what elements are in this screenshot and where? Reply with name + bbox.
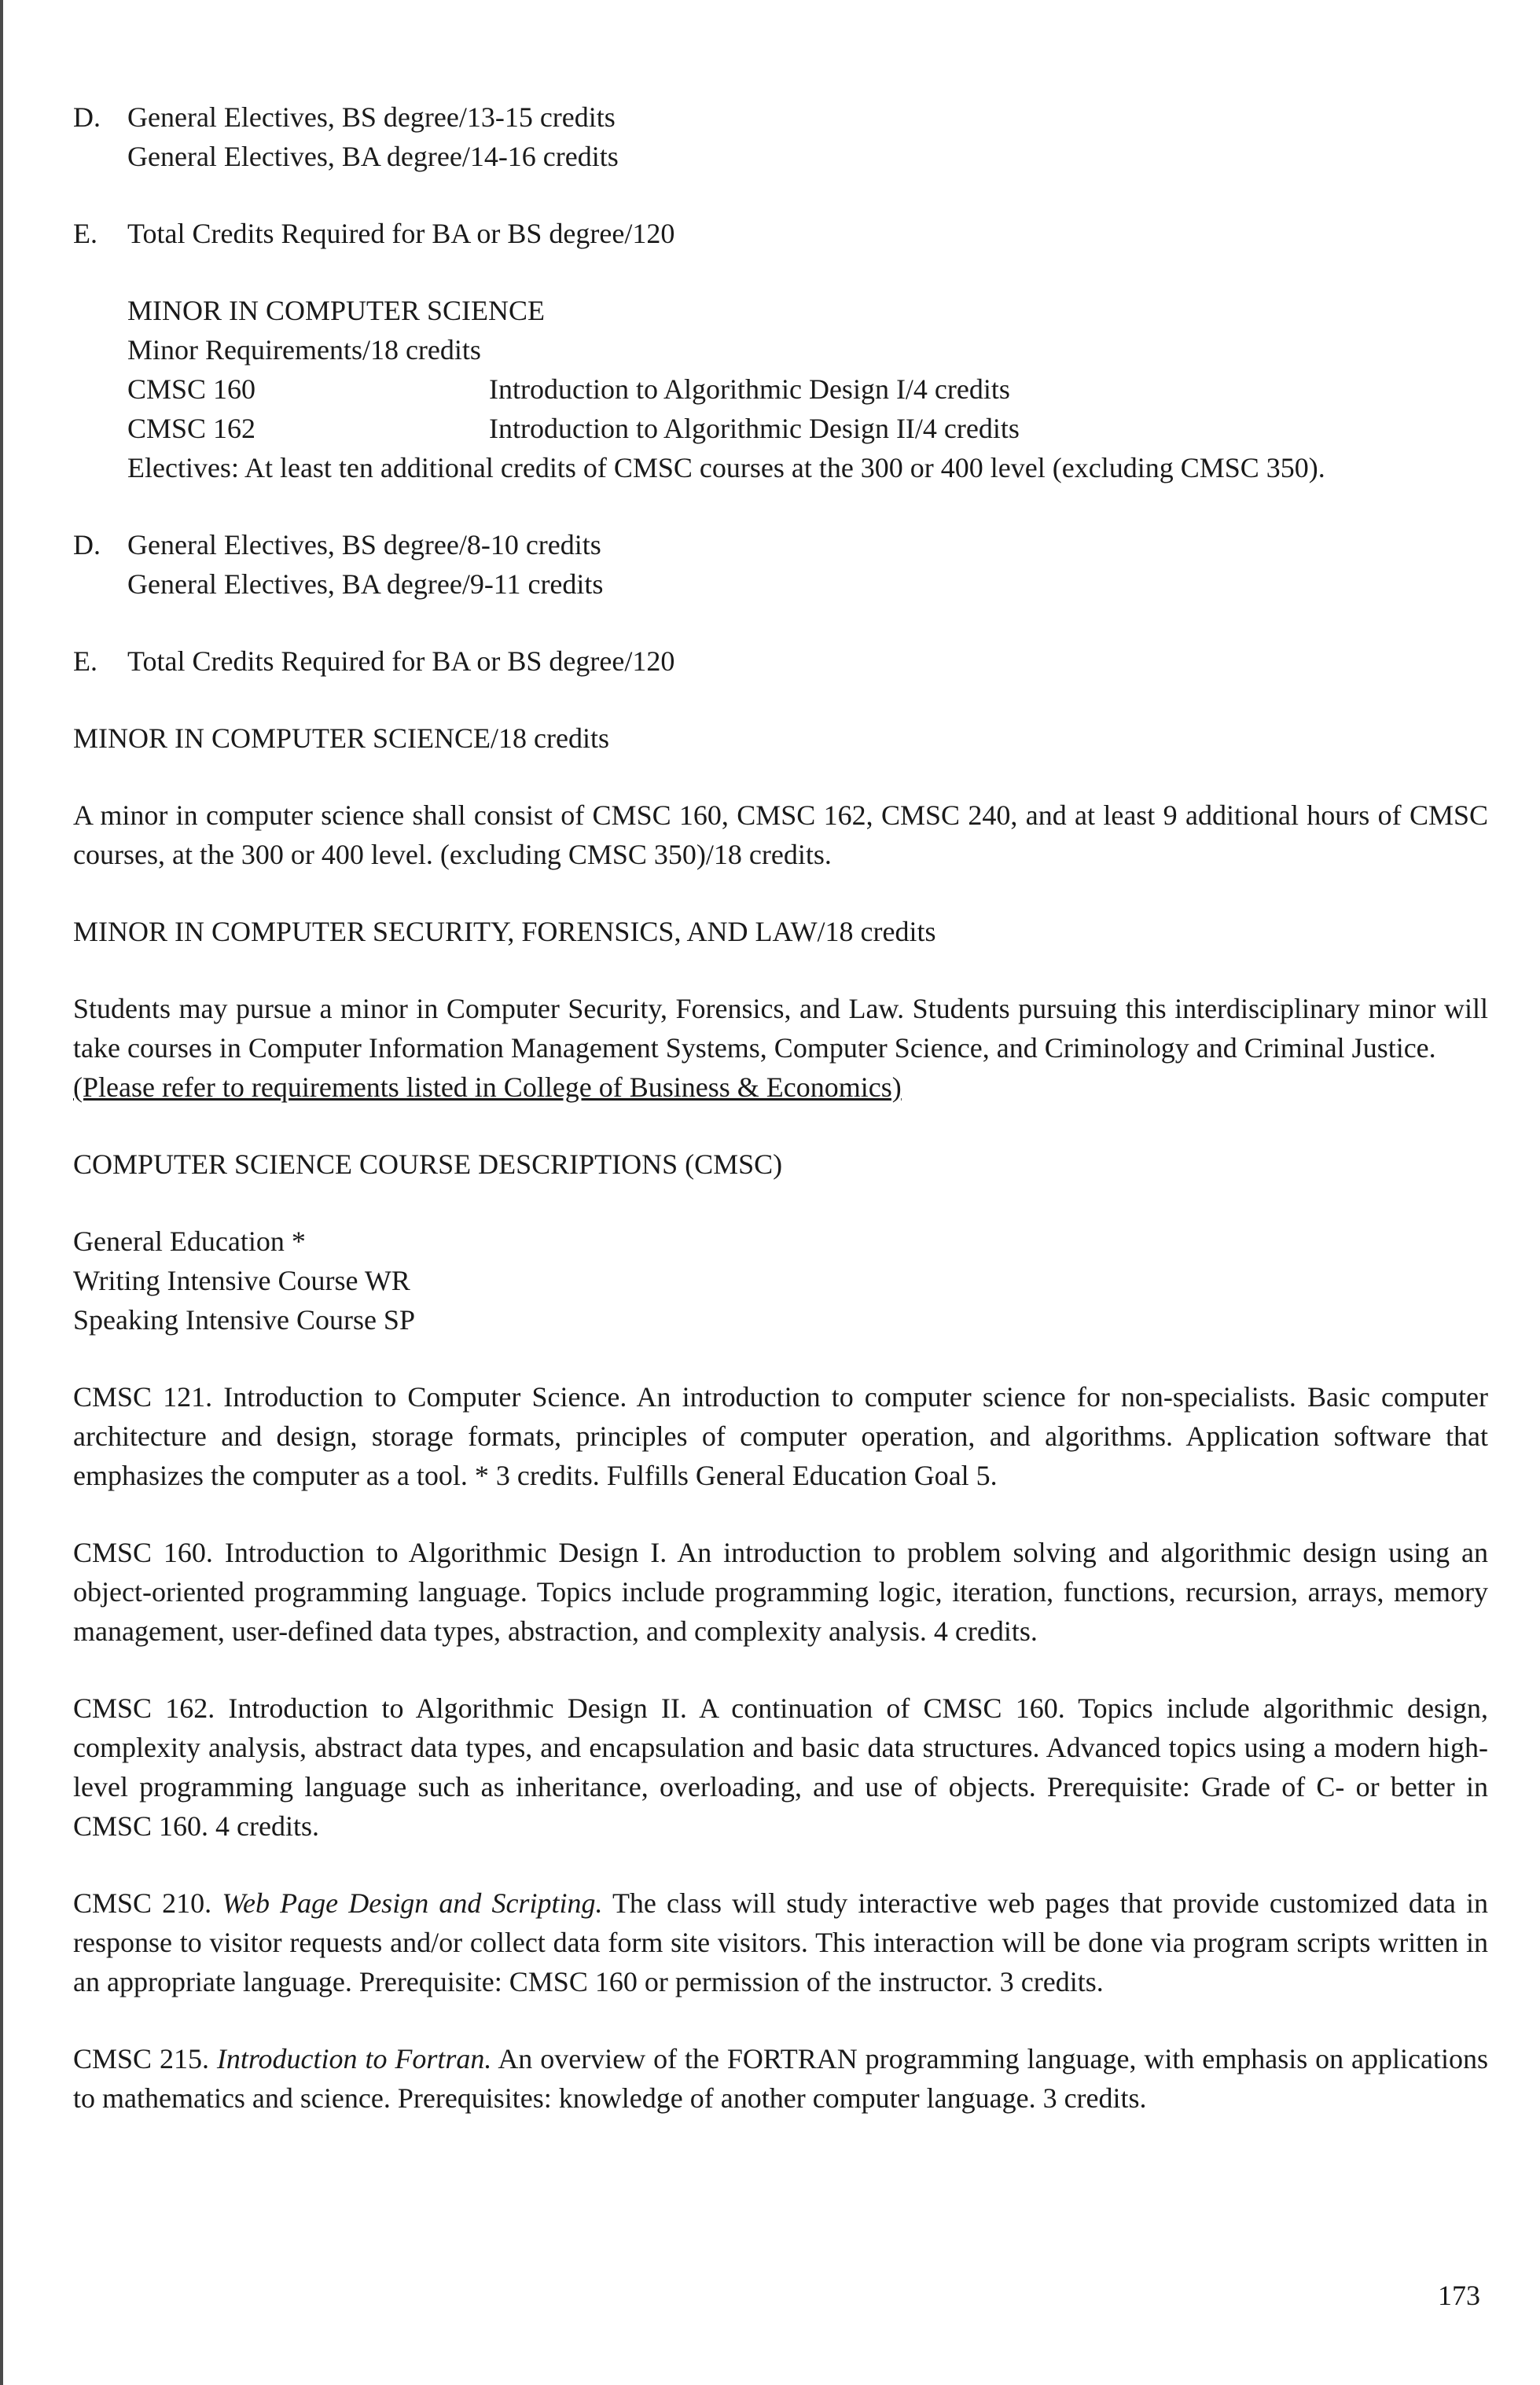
e-letter: E.: [73, 218, 97, 249]
ba-electives-line: General Electives, BA degree/14-16 credits: [127, 141, 619, 172]
total-credits-text: Total Credits Required for BA or BS degree/120: [127, 645, 675, 677]
total-credits-text: Total Credits Required for BA or BS degree/120: [127, 218, 675, 249]
course-code: CMSC 160: [127, 373, 256, 405]
course-title: Introduction to Algorithmic Design I/4 credits: [489, 373, 1010, 405]
course-number: CMSC 215.: [73, 2043, 209, 2074]
minor-security-heading: MINOR IN COMPUTER SECURITY, FORENSICS, AND LAW/18 credits: [73, 916, 936, 947]
minor-cs-block: [73, 291, 1488, 487]
course-description: A continuation of CMSC 160. Topics include algorithmic design, complexity analysis, abstract data types, and encapsulation and basic data structures. Advanced topics using a modern high-level programming language such as inheritance, overloading, and use of objects. Prerequisite: Grade of C- or better in CMSC 160. 4 credits.: [73, 1692, 1489, 1842]
course-cmsc-121: [73, 1377, 1488, 1495]
course-cmsc-215: [73, 2039, 1488, 2118]
minor-cs-body: A minor in computer science shall consist of CMSC 160, CMSC 162, CMSC 240, and at least 9 additional hours of CMSC courses, at the 300 or 400 level. (excluding CMSC 350)/18 credits.: [73, 799, 1488, 870]
course-number: CMSC 121.: [73, 1381, 213, 1413]
section-ba-electives: [73, 525, 1488, 604]
d-letter: D.: [73, 529, 101, 560]
section-bs-electives: [73, 97, 1488, 176]
e-letter: E.: [73, 645, 97, 677]
business-requirements-link[interactable]: (Please refer to requirements listed in College of Business & Economics): [73, 1071, 902, 1103]
legend-general-education: General Education *: [73, 1226, 306, 1257]
course-cmsc-210: [73, 1883, 1488, 2001]
page-number: 173: [1438, 2280, 1480, 2311]
course-cmsc-162: [73, 1689, 1488, 1846]
course-descriptions-heading: COMPUTER SCIENCE COURSE DESCRIPTIONS (CMSC): [73, 1148, 783, 1180]
electives-line: Electives: At least ten additional credits of CMSC courses at the 300 or 400 level (excluding CMSC 350).: [127, 452, 1325, 483]
course-number: CMSC 160.: [73, 1537, 213, 1568]
course-description: An introduction to computer science for non-specialists. Basic computer architecture and design, storage formats, principles of computer operation, and algorithms. Application software that emphasizes the computer as a tool. * 3 credits. Fulfills General Education Goal 5.: [73, 1381, 1488, 1491]
bs-electives-line: General Electives, BS degree/13-15 credits: [127, 101, 616, 133]
course-description: The class will study interactive web pages that provide customized data in response to visitor requests and/or collect data form site visitors. This interaction will be done via program scripts written in an appropriate language. Prerequisite: CMSC 160 or permission of the instructor. 3 credits.: [73, 1887, 1489, 1997]
minor-cs-block-heading: MINOR IN COMPUTER SCIENCE: [127, 295, 546, 326]
course-description: An introduction to problem solving and algorithmic design using an object-oriented programming language. Topics include programming logic, iteration, functions, recursion, arrays, memory management, user-defined data types, abstraction, and complexity analysis. 4 credits.: [73, 1537, 1489, 1647]
ba-electives-line: General Electives, BA degree/9-11 credits: [127, 568, 604, 600]
catalog-page: [73, 97, 1488, 2118]
bs-electives-line: General Electives, BS degree/8-10 credits: [127, 529, 601, 560]
legend-writing-intensive: Writing Intensive Course WR: [73, 1265, 410, 1296]
course-title: Introduction to Computer Science.: [223, 1381, 627, 1413]
course-title: Introduction to Algorithmic Design I.: [224, 1537, 667, 1568]
course-number: CMSC 210.: [73, 1887, 212, 1919]
total-credits-line: [73, 641, 1488, 681]
d-letter: D.: [73, 101, 101, 133]
course-row: [127, 409, 1488, 448]
course-cmsc-160: [73, 1533, 1488, 1651]
course-title: Introduction to Algorithmic Design II/4 credits: [489, 413, 1020, 444]
course-title: Web Page Design and Scripting.: [222, 1887, 603, 1919]
page-edge: [0, 0, 3, 2385]
minor-security-body: Students may pursue a minor in Computer Security, Forensics, and Law. Students pursuing this interdisciplinary minor will take courses in Computer Information Management Systems, Computer Science, and Criminology and Criminal Justice.: [73, 993, 1488, 1064]
course-title: Introduction to Fortran.: [216, 2043, 492, 2074]
legend-speaking-intensive: Speaking Intensive Course SP: [73, 1304, 415, 1336]
minor-cs-heading: MINOR IN COMPUTER SCIENCE/18 credits: [73, 722, 609, 754]
course-description: An overview of the FORTRAN programming language, with emphasis on applications to mathematics and science. Prerequisites: knowledge of another computer language. 3 credits.: [73, 2043, 1489, 2114]
legend: [73, 1222, 1488, 1339]
total-credits-line: [73, 214, 1488, 253]
course-code: CMSC 162: [127, 413, 256, 444]
course-row: [127, 369, 1488, 409]
minor-requirements: Minor Requirements/18 credits: [127, 334, 481, 366]
course-title: Introduction to Algorithmic Design II.: [228, 1692, 687, 1724]
course-number: CMSC 162.: [73, 1692, 215, 1724]
